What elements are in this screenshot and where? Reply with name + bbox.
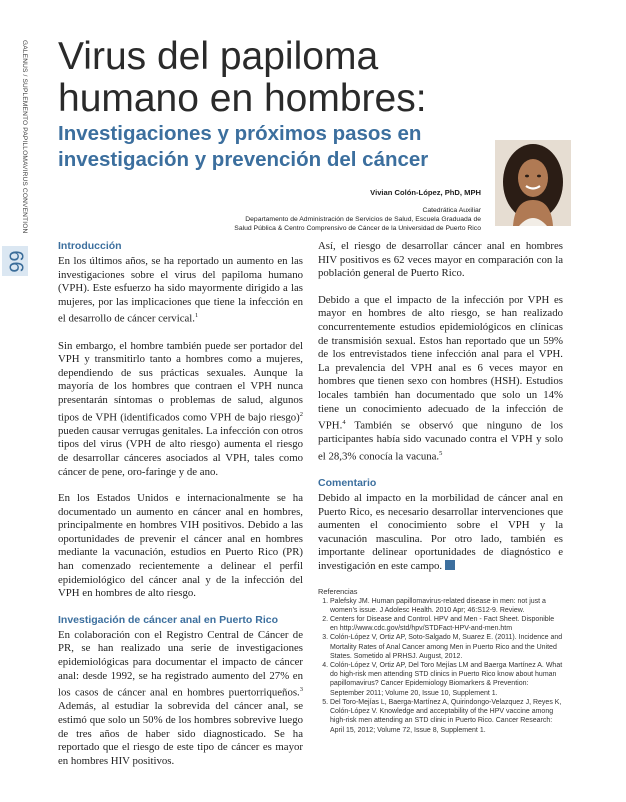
- reference-item: 2. Centers for Disease and Control. HPV and Men - Fact Sheet. Disponible en http://www.cdc.gov/std/hpv/STDFact-HPV-and-men.htm: [330, 615, 563, 633]
- paragraph-text: Debido al impacto en la morbilidad de cáncer anal en Puerto Rico, es necesario desarrollar intervenciones que aumenten el conocimiento sobre el VPH y la vacunación masculina. Por otro lado, también es importante delinear oportunidades de diagnóstico e investigación en este campo.: [318, 492, 563, 573]
- paragraph-text: En colaboración con el Registro Central de Cáncer de PR, se han realizado una serie de investigaciones epidemiológicas para documentar el impacto de cáncer anal: desde 1992, se ha registrado aumento del 27% en los casos de cáncer anal en hombres puertorriqueños.: [58, 628, 303, 699]
- author-affiliation: Salud Pública & Centro Comprensivo de Cáncer de la Universidad de Puerto Rico: [234, 225, 481, 232]
- right-column: [318, 240, 563, 735]
- article-title: Virus del papiloma humano en hombres:: [58, 35, 427, 120]
- reference-item: 5. Del Toro-Mejías L, Baerga-Martínez A, Quirindongo-Velazquez J, Reyes K, Colón-López V. Knowledge and acceptability of the HPV vaccine among high-risk men attending an STD clinic in Puerto Rico. Cancer Research: April 15, 2012; Volume 72, Issue 8, Supplement 1.: [330, 698, 563, 735]
- section-heading-research: Investigación de cáncer anal en Puerto Rico: [58, 613, 278, 626]
- paragraph: [58, 255, 303, 327]
- paragraph-text: Sin embargo, el hombre también puede ser portador del VPH y transmitirlo tanto a hombres como a mujeres, dependiendo de sus prácticas sexuales. Aunque la mayoría de los hombres que contraen el VPH nunca presentarán síntomas o problemas de salud, algunos tipos de VPH (identificados como VPH de bajo riesgo): [58, 339, 303, 424]
- author-byline: [161, 188, 481, 233]
- article-subtitle: Investigaciones y próximos pasos en investigación y prevención del cáncer: [58, 122, 429, 171]
- reference-marker: 4: [342, 419, 346, 427]
- references-list: [318, 597, 563, 735]
- reference-item: 3. Colón-López V, Ortiz AP, Soto-Salgado M, Suarez E. (2011). Incidence and Mortality Rates of Anal Cancer among Men in Puerto Rico and the United States. Sometido al PRHSJ. August, 2012.: [330, 633, 563, 661]
- paragraph: En los Estados Unidos e internacionalmente se ha documentado un aumento en cáncer anal en hombres, principalmente en hombres VIH positivos. Debido a las oportunidades de prevenir el cáncer anal en hombres mediante la vacunación, estudios en Puerto Rico (PR) han comenzado recientemente a delinear el perfil epidemiológico del cáncer anal y de la infección del VPH en hombres de alto riesgo.: [58, 492, 303, 600]
- running-head: GALENUS / SUPLEMENTO PAPILLOMAVIRUS CONVENTION: [21, 40, 28, 234]
- section-heading-intro: Introducción: [58, 240, 122, 252]
- paragraph: [58, 340, 303, 480]
- reference-marker: 2: [299, 410, 303, 418]
- author-role: Catedrática Auxiliar: [422, 207, 481, 214]
- paragraph: [318, 294, 563, 464]
- paragraph-text: En los últimos años, se ha reportado un aumento en las investigaciones sobre el virus del papiloma humano (VPH). Este esfuerzo ha sido mayormente dirigido a las mujeres, por las implicaciones que tiene la infección en el desarrollo de cáncer cervical.: [58, 255, 303, 325]
- author-photo: [495, 140, 571, 226]
- page-number: [2, 246, 28, 276]
- reference-item: 4. Colón-López V, Ortiz AP, Del Toro Mejías LM and Baerga Martínez A. What do high-risk men attending STD clinics in Puerto Rico know about human papillomavirus? Cancer Epidemiology Biomarkers & Prevention: September 2011; Volume 20, Issue 10, Supplement 1.: [330, 661, 563, 698]
- page-number-text: 66: [4, 249, 27, 273]
- reference-marker: 3: [299, 686, 303, 694]
- paragraph-text: Debido a que el impacto de la infección por VPH es mayor en hombres de alto riesgo, se han realizado concurrentemente estudios epidemiológicos en clínicas de transmisión sexual. Estos han reportado que un 59% de los entrevistados tiene infección anal para el VPH. La prevalencia del VPH anal es 6 veces mayor en hombres que tienen sexo con hombres (HSH). Estudios locales también han documentado que solo un 14% tiene un conocimiento adecuado de la infección de VPH.: [318, 293, 563, 432]
- reference-marker: 1: [194, 312, 199, 320]
- author-affiliation: Departamento de Administración de Servicios de Salud, Escuela Graduada de: [245, 216, 481, 223]
- references-title: Referencias: [318, 586, 358, 596]
- sidebar: [0, 0, 30, 802]
- reference-item: 1. Palefsky JM. Human papillomavirus-related disease in men: not just a women's issue. J Adolesc Health. 2010 Apr; 46:S12-9. Review.: [330, 597, 563, 615]
- author-name: Vivian Colón-López, PhD, MPH: [370, 188, 481, 197]
- paragraph-text: Además, al estudiar la sobrevida del cáncer anal, se estimó que solo un 50% de los hombres sobrevive luego de tres años de haber sido diagnosticado. Se ha reportado que el riesgo de este tipo de cáncer es mayor en hombres HIV positivos.: [58, 700, 303, 767]
- author-portrait-icon: [495, 140, 571, 226]
- paragraph-text: También se observó que ninguno de los participantes había sido vacunado contra el VPH y solo el 28,3% conocía la vacuna.: [318, 419, 563, 463]
- paragraph: [318, 492, 563, 574]
- paragraph: [58, 629, 303, 769]
- paragraph-text: pueden causar verrugas genitales. La infección con otros tipos del virus (VPH de alto riesgo) aumenta el riesgo de desarrollar cánceres asociados al VPH, tales como cáncer de pene, oro-faringe y de ano.: [58, 424, 303, 478]
- paragraph: Así, el riesgo de desarrollar cáncer anal en hombres HIV positivos es 62 veces mayor en comparación con la población general de Puerto Rico.: [318, 240, 563, 280]
- left-column: [58, 240, 303, 781]
- section-heading-comment: Comentario: [318, 477, 377, 490]
- reference-marker: 5: [439, 449, 443, 457]
- end-mark-icon: [445, 560, 455, 570]
